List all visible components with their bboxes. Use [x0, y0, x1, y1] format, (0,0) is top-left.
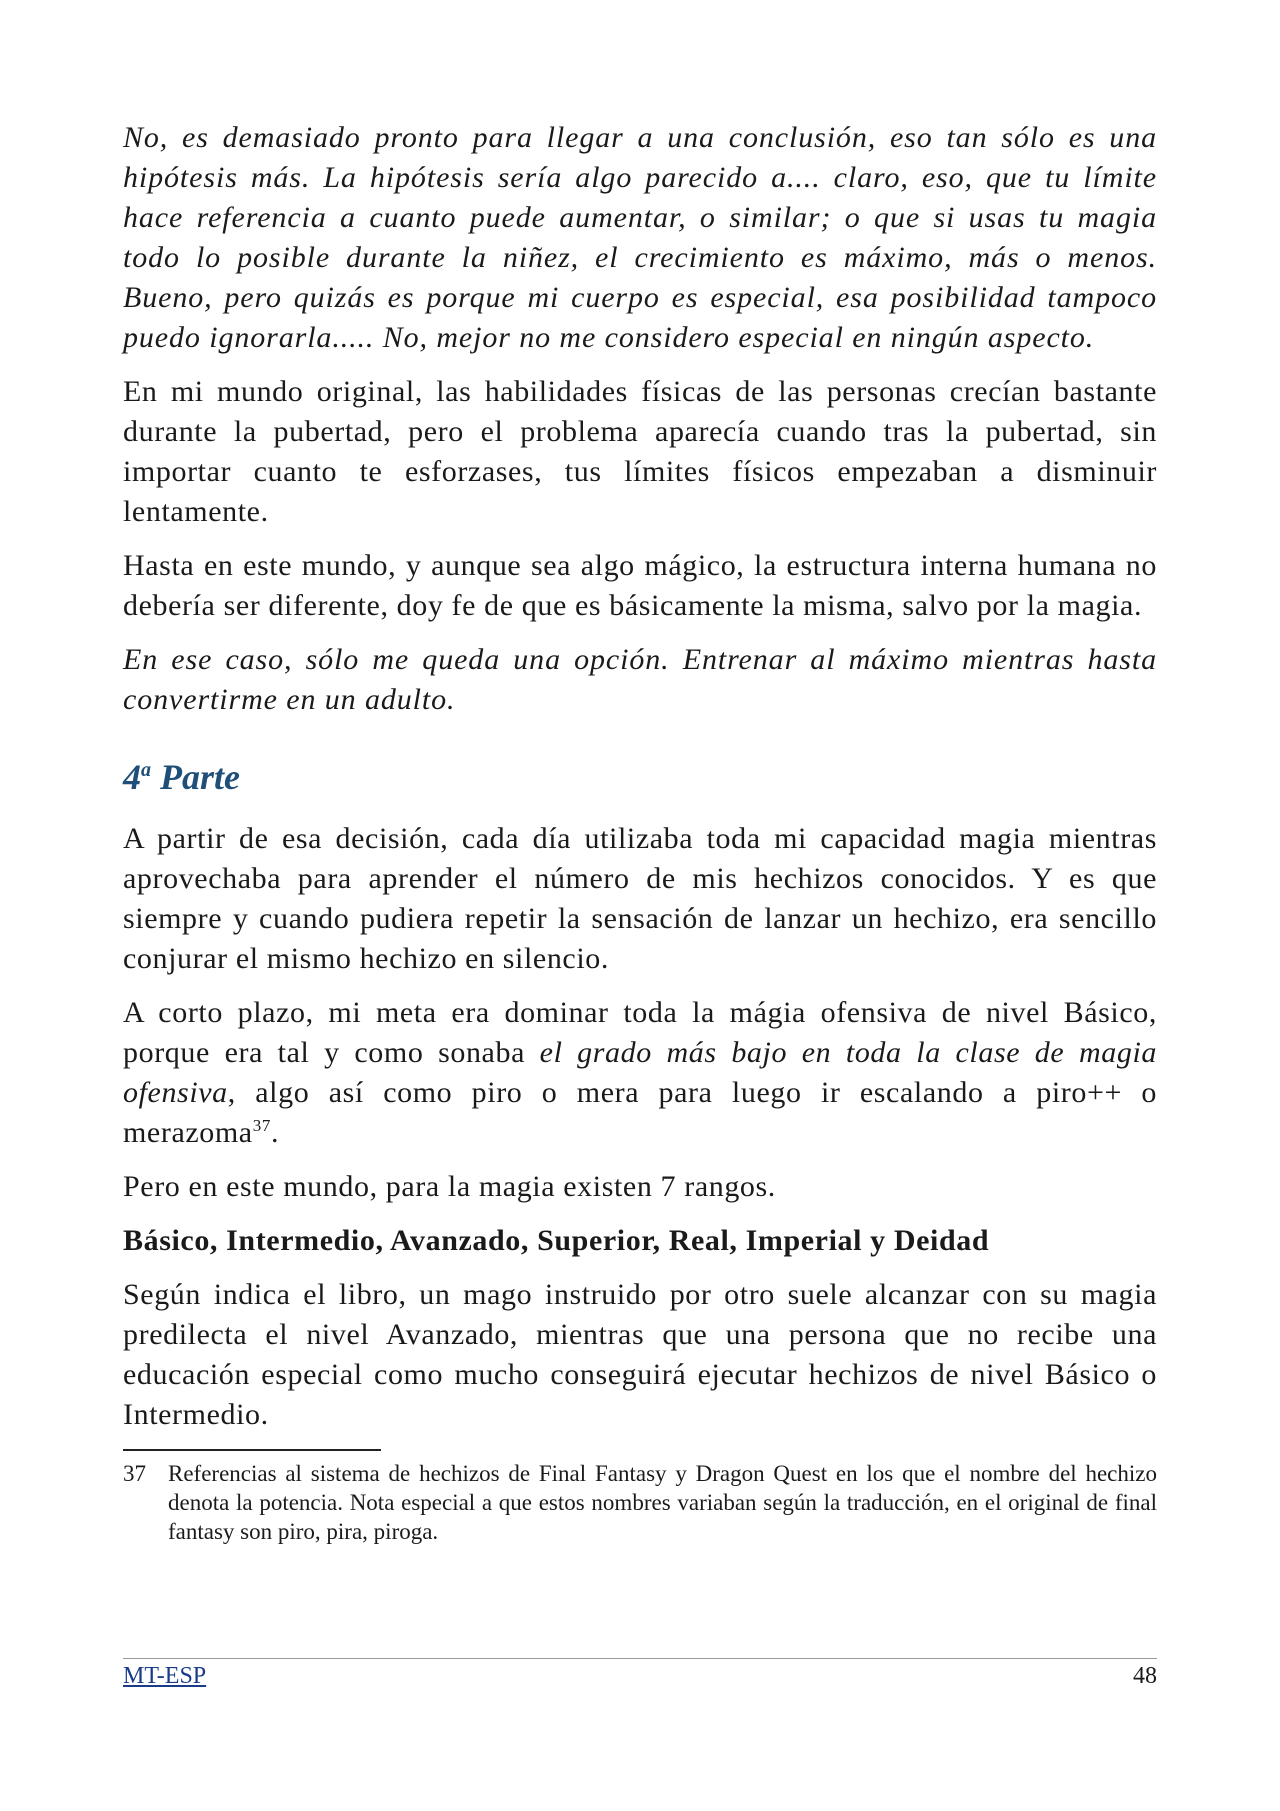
footnote-divider — [123, 1449, 381, 1451]
paragraph-6 — [123, 993, 1157, 1153]
magic-ranks: Básico, Intermedio, Avanzado, Superior, Real, Imperial y Deidad — [123, 1224, 990, 1257]
footnote-text: Referencias al sistema de hechizos de Final Fantasy y Dragon Quest en los que el nombre del hechizo denota la potencia. Nota especial a que estos nombres variaban según la traducción, en el original de final fantasy son piro, pira, piroga. — [168, 1461, 1157, 1544]
heading-number: 4 — [123, 757, 141, 797]
page-body — [123, 118, 1157, 1546]
paragraph-6-part-c: . — [270, 1116, 280, 1149]
section-heading — [123, 748, 1157, 799]
paragraph-3: Hasta en este mundo, y aunque sea algo mágico, la estructura interna humana no debería ser diferente, doy fe de que es básicamente la misma, salvo por la magia. — [123, 549, 1157, 622]
paragraph-2: En mi mundo original, las habilidades físicas de las personas crecían bastante durante la pubertad, pero el problema aparecía cuando tras la pubertad, sin importar cuanto te esforzases, tus límites físicos empezaban a disminuir lentamente. — [123, 375, 1157, 528]
paragraph-4: En ese caso, sólo me queda una opción. Entrenar al máximo mientras hasta convertirme en un adulto. — [123, 643, 1157, 716]
footnote — [123, 1459, 1157, 1546]
paragraph-6-part-b: , algo así como piro o mera para luego ir escalando a piro++ o merazoma — [123, 1076, 1157, 1149]
paragraph-6-part-a: A corto plazo, mi meta era dominar toda la mágia ofensiva de nivel Básico, porque era tal y como sonaba — [123, 996, 1157, 1069]
paragraph-7: Pero en este mundo, para la magia existen 7 rangos. — [123, 1170, 776, 1203]
footer-link[interactable]: MT-ESP — [123, 1663, 207, 1689]
heading-text: Parte — [151, 757, 240, 797]
page-footer — [123, 1658, 1157, 1690]
footnote-number: 37 — [123, 1461, 146, 1486]
paragraph-6-emphasis: el grado más bajo en toda la clase de magia ofensiva — [123, 1036, 1157, 1109]
paragraph-1: No, es demasiado pronto para llegar a una conclusión, eso tan sólo es una hipótesis más. La hipótesis sería algo parecido a.... claro, eso, que tu límite hace referencia a cuanto puede aumentar, o similar; o que si usas tu magia todo lo posible durante la niñez, el crecimiento es máximo, más o menos. Bueno, pero quizás es porque mi cuerpo es especial, esa posibilidad tampoco puedo ignorarla..... No, mejor no me considero especial en ningún aspecto. — [123, 121, 1157, 354]
paragraph-5: A partir de esa decisión, cada día utilizaba toda mi capacidad magia mientras aprovechaba para aprender el número de mis hechizos conocidos. Y es que siempre y cuando pudiera repetir la sensación de lanzar un hechizo, era sencillo conjurar el mismo hechizo en silencio. — [123, 822, 1157, 975]
heading-ordinal: a — [141, 759, 151, 781]
paragraph-8: Según indica el libro, un mago instruido por otro suele alcanzar con su magia predilecta el nivel Avanzado, mientras que una persona que no recibe una educación especial como mucho conseguirá ejecutar hechizos de nivel Básico o Intermedio. — [123, 1278, 1157, 1431]
page-number: 48 — [1133, 1663, 1157, 1689]
footnote-reference[interactable]: 37 — [252, 1116, 271, 1135]
